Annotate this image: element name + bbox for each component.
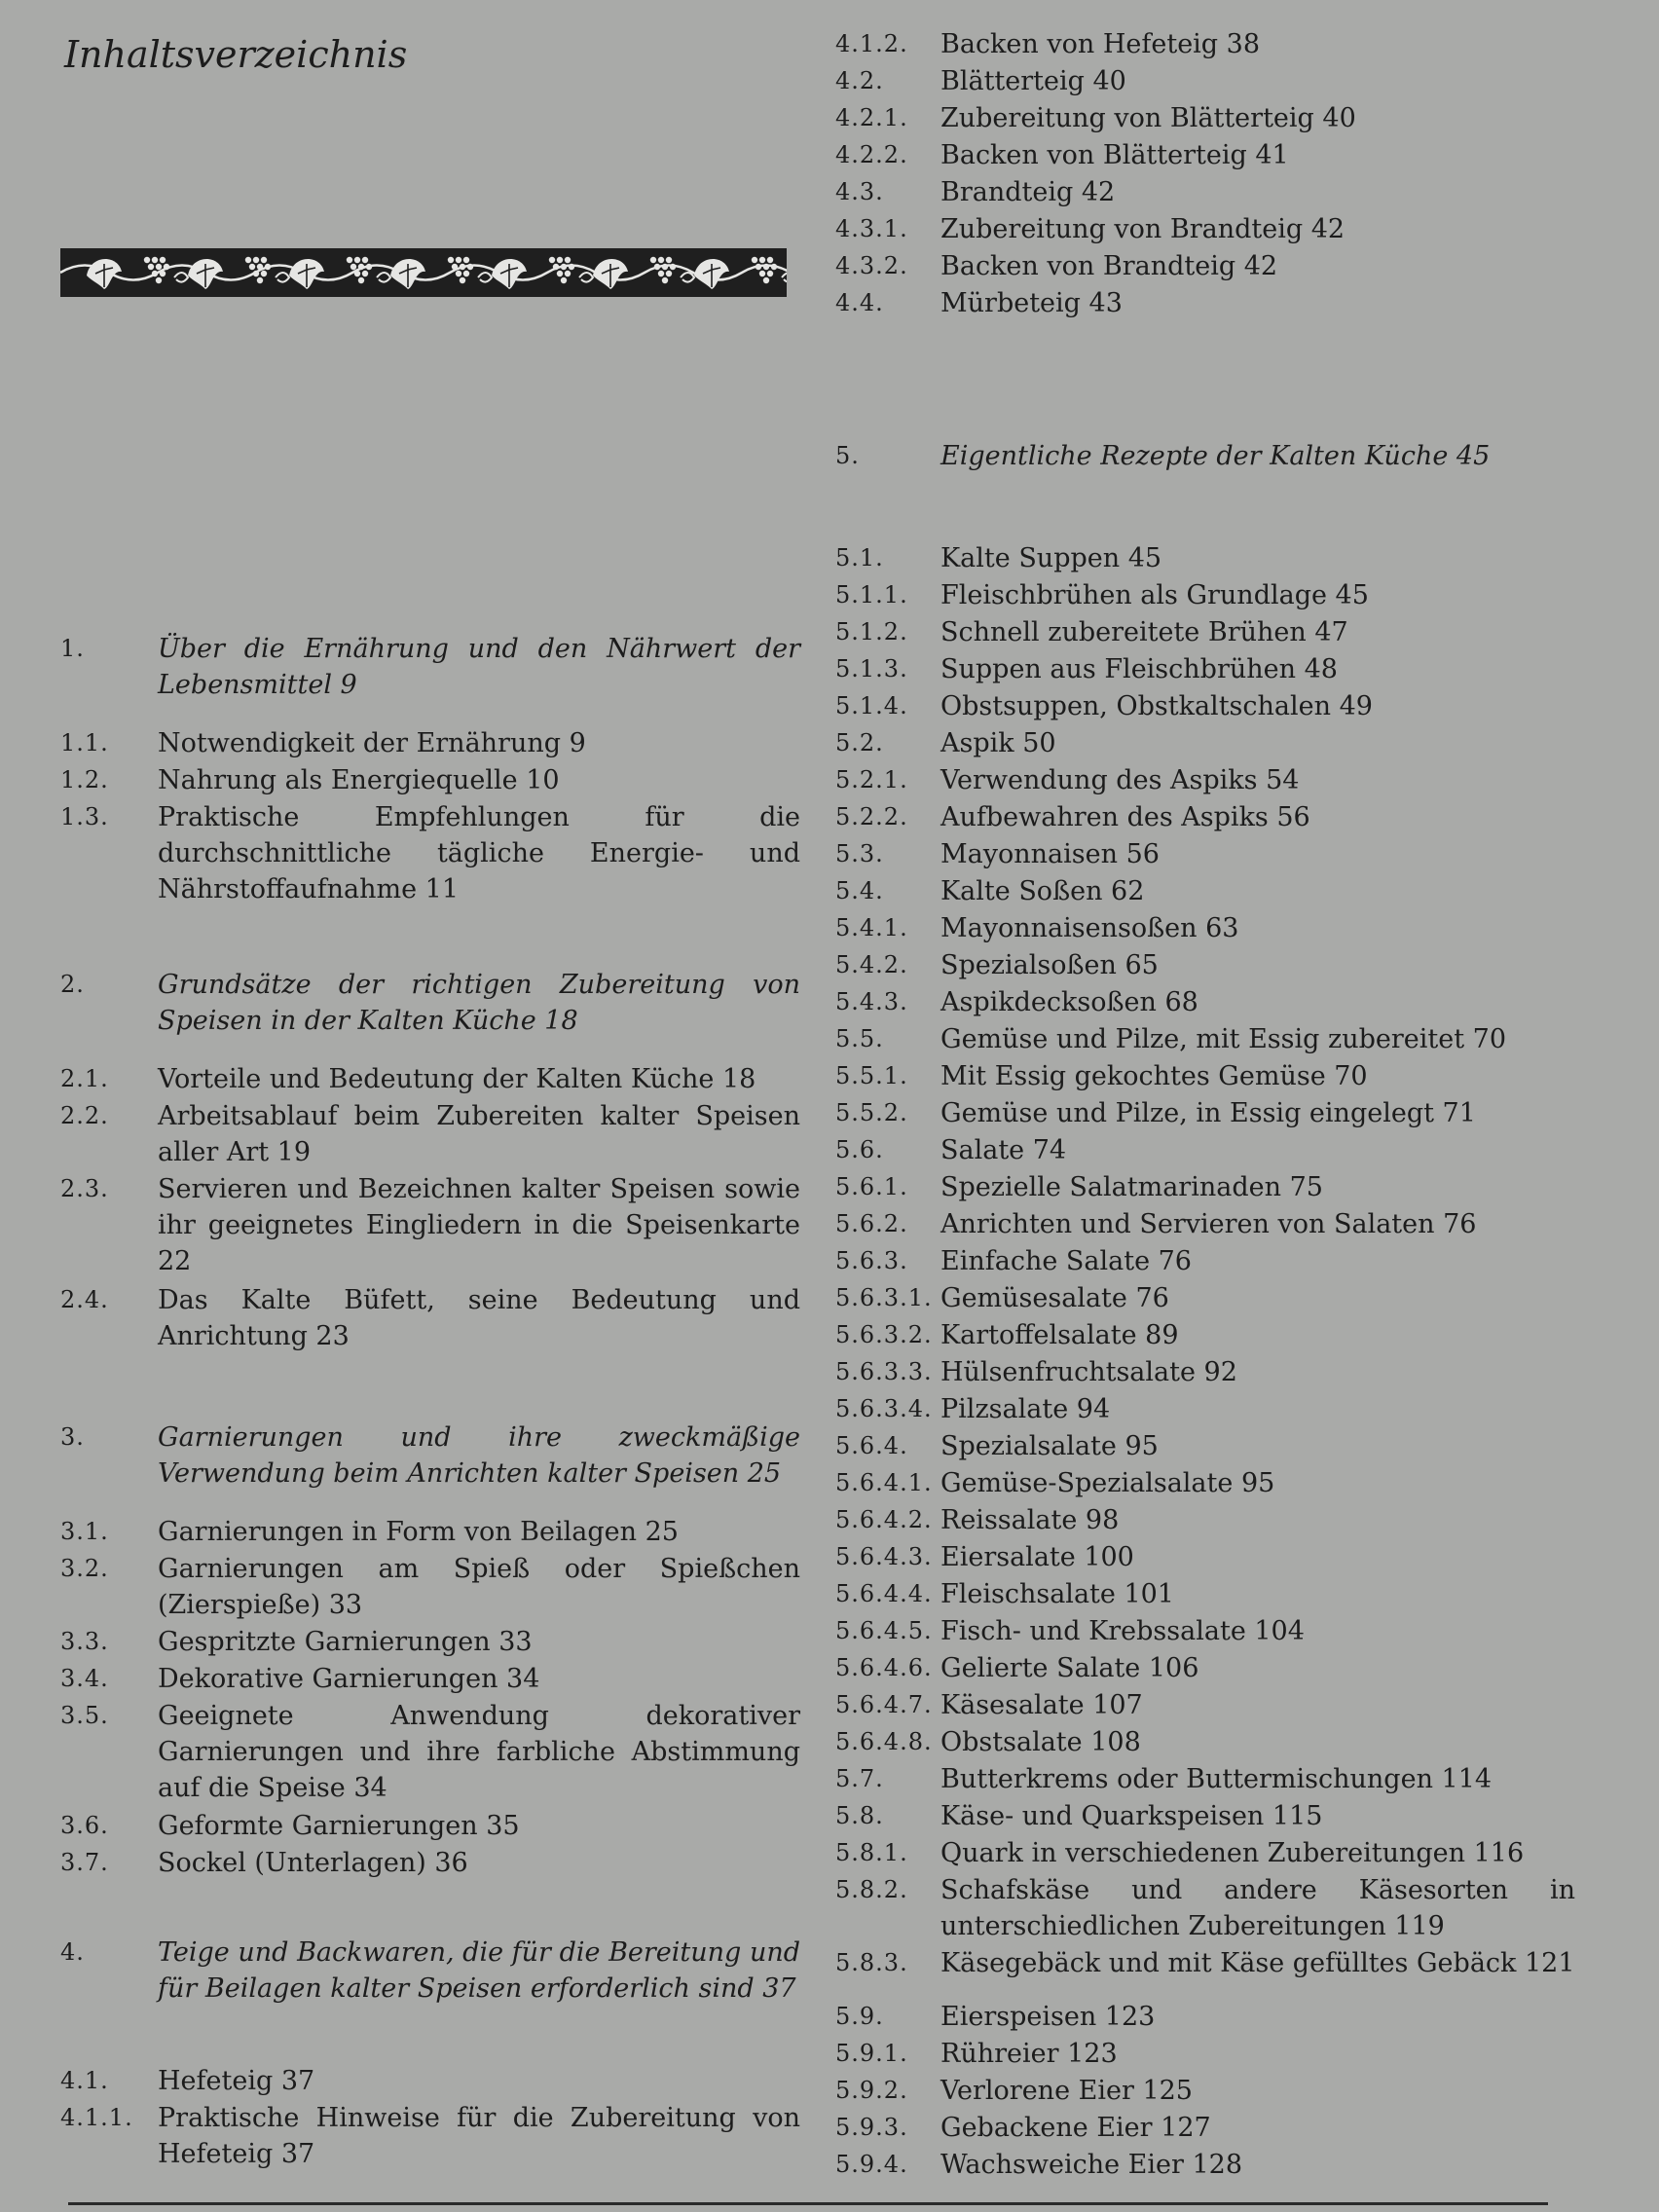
toc-entry-number: 5.1.4. <box>835 692 908 719</box>
toc-entry-number: 3.3. <box>60 1628 109 1655</box>
toc-entry <box>60 2100 800 2172</box>
toc-entry-number: 5.6.1. <box>835 1173 908 1200</box>
toc-entry-title: Schafskäse und andere Käsesorten in unterschiedlichen Zubereitungen 119 <box>940 1875 1575 1941</box>
toc-entry-number: 5.6.4.5. <box>835 1617 933 1644</box>
toc-entry-title: Mit Essig gekochtes Gemüse 70 <box>940 1061 1368 1091</box>
toc-entry-title: Mayonnaisen 56 <box>940 839 1160 869</box>
toc-entry-title: Rühreier 123 <box>940 2039 1118 2069</box>
toc-chapter-entry <box>60 631 800 703</box>
toc-entry <box>835 614 1575 650</box>
toc-chapter-entry <box>835 438 1575 474</box>
toc-entry <box>835 910 1575 946</box>
toc-entry-number: 3.5. <box>60 1702 109 1729</box>
toc-entry-title: Käse- und Quarkspeisen 115 <box>940 1801 1323 1831</box>
toc-entry-title: Fleischbrühen als Grundlage 45 <box>940 580 1369 610</box>
toc-entry <box>835 1132 1575 1168</box>
toc-entry-number: 2.2. <box>60 1102 109 1129</box>
toc-entry-title: Kalte Suppen 45 <box>940 543 1162 573</box>
toc-entry-title: Aspikdecksoßen 68 <box>940 987 1198 1017</box>
toc-entry-title: Praktische Hinweise für die Zubereitung von Hefeteig 37 <box>158 2103 800 2169</box>
toc-entry <box>835 1206 1575 1242</box>
toc-entry-number: 5.8.2. <box>835 1876 908 1903</box>
toc-entry <box>60 1061 800 1097</box>
toc-entry-title: Notwendigkeit der Ernährung 9 <box>158 728 586 758</box>
toc-entry <box>60 1551 800 1623</box>
toc-entry <box>835 1058 1575 1094</box>
toc-entry <box>835 1798 1575 1834</box>
toc-entry <box>835 26 1575 62</box>
toc-entry <box>835 1761 1575 1797</box>
toc-entry <box>60 1808 800 1844</box>
toc-entry-number: 5.6.3.2. <box>835 1321 933 1348</box>
toc-entry-number: 5.5.1. <box>835 1062 908 1089</box>
toc-entry-number: 5.6.3.4. <box>835 1395 933 1422</box>
toc-entry <box>835 248 1575 284</box>
toc-entry <box>60 725 800 761</box>
toc-entry <box>835 100 1575 136</box>
toc-entry <box>835 1354 1575 1390</box>
toc-entry-number: 2.3. <box>60 1175 109 1202</box>
toc-entry-title: Garnierungen und ihre zweckmäßige Verwendung beim Anrichten kalter Speisen 25 <box>158 1422 800 1489</box>
toc-entry-number: 5.6.4.4. <box>835 1580 933 1607</box>
toc-entry <box>835 1169 1575 1205</box>
toc-entry-number: 5.6. <box>835 1136 884 1163</box>
toc-entry <box>835 836 1575 872</box>
toc-entry-title: Käsesalate 107 <box>940 1690 1143 1720</box>
toc-entry <box>835 947 1575 983</box>
toc-entry-number: 4.3. <box>835 178 884 205</box>
toc-entry <box>835 1465 1575 1501</box>
toc-entry-number: 5. <box>835 442 860 469</box>
toc-entry-title: Salate 74 <box>940 1135 1067 1165</box>
toc-entry-title: Einfache Salate 76 <box>940 1246 1192 1276</box>
toc-entry <box>60 2063 800 2099</box>
toc-entry-number: 5.6.4.6. <box>835 1654 933 1681</box>
toc-entry <box>835 1687 1575 1723</box>
toc-entry-title: Geeignete Anwendung dekorativer Garnierungen und ihre farbliche Abstimmung auf die Speise 34 <box>158 1701 800 1803</box>
toc-entry-title: Fisch- und Krebssalate 104 <box>940 1616 1305 1646</box>
toc-entry-title: Servieren und Bezeichnen kalter Speisen sowie ihr geeignetes Eingliedern in die Speisenkarte 22 <box>158 1174 800 1276</box>
toc-entry-number: 5.7. <box>835 1765 884 1792</box>
toc-entry-number: 5.6.3. <box>835 1247 908 1274</box>
toc-entry-title: Pilzsalate 94 <box>940 1394 1111 1424</box>
toc-entry-number: 5.8.1. <box>835 1839 908 1866</box>
toc-entry-title: Verwendung des Aspiks 54 <box>940 765 1300 795</box>
toc-entry <box>60 1624 800 1660</box>
toc-chapter-entry <box>60 967 800 1039</box>
toc-entry-title: Hefeteig 37 <box>158 2066 315 2096</box>
toc-entry-number: 5.9. <box>835 2003 884 2030</box>
toc-entry-title: Zubereitung von Brandteig 42 <box>940 214 1346 244</box>
toc-entry <box>835 1650 1575 1686</box>
toc-entry <box>835 1999 1575 2035</box>
toc-entry <box>835 63 1575 99</box>
toc-entry-title: Eierspeisen 123 <box>940 2002 1156 2032</box>
toc-entry-number: 5.9.4. <box>835 2151 908 2178</box>
toc-entry-number: 5.4. <box>835 877 884 904</box>
toc-entry-title: Zubereitung von Blätterteig 40 <box>940 103 1356 133</box>
toc-entry <box>835 984 1575 1020</box>
toc-entry-title: Schnell zubereitete Brühen 47 <box>940 617 1348 647</box>
toc-entry-title: Arbeitsablauf beim Zubereiten kalter Speisen aller Art 19 <box>158 1101 800 1167</box>
toc-entry-title: Käsegebäck und mit Käse gefülltes Gebäck 121 <box>940 1948 1575 1978</box>
toc-entry-number: 4.1.1. <box>60 2104 133 2131</box>
toc-entry-number: 5.6.4.1. <box>835 1469 933 1496</box>
toc-entry <box>835 799 1575 835</box>
toc-entry-title: Gespritzte Garnierungen 33 <box>158 1627 533 1657</box>
toc-entry-number: 5.6.4. <box>835 1432 908 1459</box>
toc-entry <box>60 762 800 798</box>
toc-entry-number: 5.1.2. <box>835 618 908 645</box>
toc-entry-number: 1. <box>60 635 85 662</box>
toc-entry-number: 5.1.1. <box>835 581 908 608</box>
toc-entry-number: 5.8. <box>835 1802 884 1829</box>
toc-entry-title: Gemüse-Spezialsalate 95 <box>940 1468 1275 1498</box>
toc-entry-title: Blätterteig 40 <box>940 66 1126 96</box>
toc-entry-number: 5.9.3. <box>835 2114 908 2141</box>
toc-entry-title: Vorteile und Bedeutung der Kalten Küche 18 <box>158 1064 756 1094</box>
toc-entry-title: Garnierungen am Spieß oder Spießchen (Zierspieße) 33 <box>158 1554 800 1620</box>
toc-entry <box>835 1872 1575 1944</box>
toc-entry <box>835 1576 1575 1612</box>
toc-entry-title: Anrichten und Servieren von Salaten 76 <box>940 1209 1477 1239</box>
toc-entry-number: 5.5. <box>835 1025 884 1052</box>
toc-entry-title: Butterkrems oder Buttermischungen 114 <box>940 1764 1493 1794</box>
toc-entry-number: 5.4.1. <box>835 914 908 941</box>
ornament-border <box>60 248 787 297</box>
toc-entry-title: Spezialsalate 95 <box>940 1431 1159 1461</box>
toc-entry-number: 4.3.2. <box>835 252 908 279</box>
toc-entry-number: 5.8.3. <box>835 1949 908 1976</box>
toc-chapter-entry <box>60 1419 800 1492</box>
toc-entry <box>835 1724 1575 1760</box>
toc-entry-number: 5.6.4.3. <box>835 1543 933 1570</box>
toc-entry <box>835 211 1575 247</box>
toc-entry-number: 4. <box>60 1938 85 1966</box>
toc-entry-number: 4.2.1. <box>835 104 908 131</box>
toc-entry <box>60 1282 800 1354</box>
toc-entry-number: 5.1. <box>835 544 884 571</box>
toc-entry-number: 1.3. <box>60 803 109 830</box>
toc-entry-title: Garnierungen in Form von Beilagen 25 <box>158 1517 679 1547</box>
toc-entry <box>835 1280 1575 1316</box>
toc-entry-number: 2. <box>60 971 85 998</box>
toc-entry-number: 5.2. <box>835 729 884 756</box>
toc-entry-number: 5.1.3. <box>835 655 908 682</box>
toc-entry-title: Mayonnaisensoßen 63 <box>940 913 1239 943</box>
toc-entry-number: 5.4.3. <box>835 988 908 1015</box>
toc-entry-number: 3.1. <box>60 1518 109 1545</box>
toc-entry <box>835 762 1575 798</box>
toc-entry <box>835 1945 1575 1981</box>
toc-entry-title: Gemüse und Pilze, in Essig eingelegt 71 <box>940 1098 1476 1128</box>
toc-entry <box>835 2073 1575 2109</box>
toc-entry-number: 4.2. <box>835 67 884 94</box>
toc-entry <box>835 1021 1575 1057</box>
toc-entry-number: 5.6.3.3. <box>835 1358 933 1385</box>
toc-entry-number: 2.1. <box>60 1065 109 1092</box>
toc-entry-title: Kartoffelsalate 89 <box>940 1320 1179 1350</box>
toc-entry <box>835 1539 1575 1575</box>
toc-entry-number: 5.6.4.2. <box>835 1506 933 1533</box>
toc-entry-title: Fleischsalate 101 <box>940 1579 1174 1609</box>
toc-entry-title: Das Kalte Büfett, seine Bedeutung und Anrichtung 23 <box>158 1285 800 1351</box>
toc-entry-number: 5.6.2. <box>835 1210 908 1237</box>
toc-entry-title: Grundsätze der richtigen Zubereitung von Speisen in der Kalten Küche 18 <box>158 970 800 1036</box>
toc-entry <box>60 1845 800 1881</box>
toc-entry-number: 5.6.3.1. <box>835 1284 933 1311</box>
toc-entry-title: Wachsweiche Eier 128 <box>940 2150 1243 2180</box>
toc-entry <box>835 1243 1575 1279</box>
bottom-rule <box>68 2202 1548 2205</box>
toc-entry-number: 5.4.2. <box>835 951 908 978</box>
toc-entry-number: 1.1. <box>60 729 109 756</box>
toc-entry-number: 4.1. <box>60 2067 109 2094</box>
toc-entry-number: 3.6. <box>60 1812 109 1839</box>
toc-entry <box>60 799 800 907</box>
toc-entry-number: 5.6.4.7. <box>835 1691 933 1718</box>
toc-entry-title: Kalte Soßen 62 <box>940 876 1145 906</box>
toc-entry-number: 5.9.2. <box>835 2077 908 2104</box>
toc-entry-title: Praktische Empfehlungen für die durchschnittliche tägliche Energie- und Nährstoffaufnahme 11 <box>158 802 800 904</box>
toc-entry <box>60 1514 800 1550</box>
toc-entry-number: 2.4. <box>60 1286 109 1313</box>
toc-entry <box>835 540 1575 576</box>
toc-entry <box>835 725 1575 761</box>
toc-entry-number: 5.3. <box>835 840 884 867</box>
toc-entry-title: Backen von Blätterteig 41 <box>940 140 1289 170</box>
toc-chapter-entry <box>60 1935 800 2007</box>
toc-entry-title: Mürbeteig 43 <box>940 288 1123 318</box>
toc-entry-number: 3.4. <box>60 1665 109 1692</box>
toc-entry-title: Gemüse und Pilze, mit Essig zubereitet 70 <box>940 1024 1507 1054</box>
toc-entry-title: Gemüsesalate 76 <box>940 1283 1169 1313</box>
toc-entry-title: Suppen aus Fleischbrühen 48 <box>940 654 1338 684</box>
toc-entry-number: 5.5.2. <box>835 1099 908 1126</box>
toc-entry-title: Brandteig 42 <box>940 177 1116 207</box>
toc-entry-number: 1.2. <box>60 766 109 793</box>
toc-entry <box>835 1835 1575 1871</box>
toc-entry-title: Sockel (Unterlagen) 36 <box>158 1848 468 1878</box>
toc-entry <box>835 1317 1575 1353</box>
toc-entry <box>835 1613 1575 1649</box>
toc-entry-number: 4.4. <box>835 289 884 316</box>
toc-entry <box>835 285 1575 321</box>
toc-entry-number: 3.7. <box>60 1849 109 1876</box>
vine-ornament-icon <box>60 248 787 297</box>
toc-entry <box>835 1095 1575 1131</box>
toc-entry <box>835 651 1575 687</box>
toc-entry-title: Nahrung als Energiequelle 10 <box>158 765 560 795</box>
toc-entry <box>835 873 1575 909</box>
toc-entry-number: 5.2.1. <box>835 766 908 793</box>
toc-entry-title: Eigentliche Rezepte der Kalten Küche 45 <box>940 441 1491 471</box>
page-title: Inhaltsverzeichnis <box>64 33 408 76</box>
toc-entry-title: Obstsalate 108 <box>940 1727 1141 1757</box>
toc-entry <box>60 1661 800 1697</box>
toc-entry <box>835 137 1575 173</box>
toc-entry-title: Hülsenfruchtsalate 92 <box>940 1357 1237 1387</box>
toc-entry-title: Quark in verschiedenen Zubereitungen 116 <box>940 1838 1525 1868</box>
toc-entry <box>835 2147 1575 2183</box>
toc-entry-title: Aufbewahren des Aspiks 56 <box>940 802 1310 832</box>
toc-entry <box>60 1171 800 1279</box>
toc-entry-title: Obstsuppen, Obstkaltschalen 49 <box>940 691 1373 721</box>
toc-entry <box>835 2036 1575 2072</box>
toc-entry <box>60 1698 800 1806</box>
toc-entry-title: Backen von Hefeteig 38 <box>940 29 1261 59</box>
toc-entry <box>60 1098 800 1170</box>
toc-entry <box>835 1428 1575 1464</box>
toc-entry-title: Gebackene Eier 127 <box>940 2113 1211 2143</box>
toc-entry-number: 5.9.1. <box>835 2040 908 2067</box>
toc-entry-title: Gelierte Salate 106 <box>940 1653 1199 1683</box>
toc-entry-number: 5.6.4.8. <box>835 1728 933 1755</box>
toc-entry-title: Teige und Backwaren, die für die Bereitung und für Beilagen kalter Speisen erforderlich sind 37 <box>158 1937 800 2004</box>
toc-entry-title: Geformte Garnierungen 35 <box>158 1811 520 1841</box>
toc-entry-number: 3.2. <box>60 1555 109 1582</box>
toc-entry <box>835 1502 1575 1538</box>
toc-entry-number: 3. <box>60 1423 85 1451</box>
toc-entry-title: Dekorative Garnierungen 34 <box>158 1664 540 1694</box>
toc-entry <box>835 174 1575 210</box>
toc-entry <box>835 688 1575 724</box>
toc-entry <box>835 577 1575 613</box>
toc-entry-title: Backen von Brandteig 42 <box>940 251 1278 281</box>
toc-entry-number: 4.1.2. <box>835 30 908 57</box>
toc-entry-number: 4.3.1. <box>835 215 908 242</box>
toc-entry-title: Spezialsoßen 65 <box>940 950 1159 980</box>
toc-entry <box>835 1391 1575 1427</box>
toc-entry <box>835 2110 1575 2146</box>
toc-entry-title: Über die Ernährung und den Nährwert der Lebensmittel 9 <box>158 634 800 700</box>
toc-entry-number: 5.2.2. <box>835 803 908 830</box>
toc-entry-title: Aspik 50 <box>940 728 1056 758</box>
toc-entry-title: Eiersalate 100 <box>940 1542 1134 1572</box>
toc-entry-title: Spezielle Salatmarinaden 75 <box>940 1172 1323 1202</box>
toc-entry-title: Verlorene Eier 125 <box>940 2076 1193 2106</box>
toc-entry-number: 4.2.2. <box>835 141 908 168</box>
toc-entry-title: Reissalate 98 <box>940 1505 1120 1535</box>
